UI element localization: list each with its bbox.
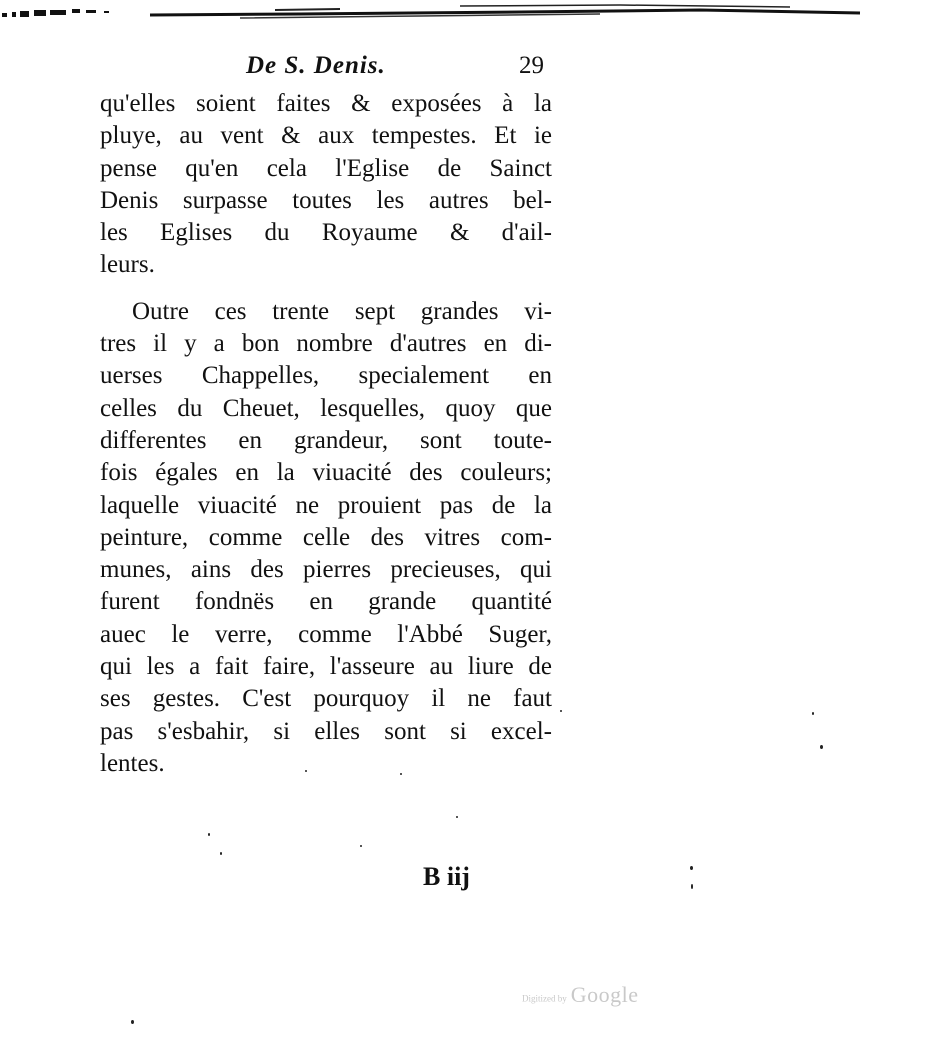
text-line: Denis surpasse toutes les autres bel- xyxy=(100,186,552,214)
watermark-brand: Google xyxy=(570,982,639,1007)
paragraph-1 xyxy=(100,88,552,282)
ink-speck xyxy=(400,773,402,775)
paragraph-2 xyxy=(100,296,552,780)
ink-speck xyxy=(690,866,693,870)
digitized-watermark xyxy=(522,982,639,1008)
text-line: les Eglises du Royaume & d'ail- xyxy=(100,219,552,247)
text-line: fois égales en la viuacité des couleurs; xyxy=(100,459,552,487)
text-line: differentes en grandeur, sont toute- xyxy=(100,426,552,454)
text-line: tres il y a bon nombre d'autres en di- xyxy=(100,330,552,358)
text-line: pas s'esbahir, si elles sont si excel- xyxy=(100,717,552,745)
watermark-prefix: Digitized by xyxy=(522,993,567,1004)
text-line: auec le verre, comme l'Abbé Suger, xyxy=(100,620,552,648)
text-line: uerses Chappelles, specialement en xyxy=(100,362,552,390)
text-line: peinture, comme celle des vitres com- xyxy=(100,523,552,551)
ink-speck xyxy=(208,833,210,836)
text-line: qu'elles soient faites & exposées à la xyxy=(100,90,552,117)
text-line: pense qu'en cela l'Eglise de Sainct xyxy=(100,154,552,182)
text-line: pluye, au vent & aux tempestes. Et ie xyxy=(100,122,552,150)
text-line: qui les a fait faire, l'asseure au liure de xyxy=(100,653,552,681)
ink-speck xyxy=(691,884,693,889)
page-number: 29 xyxy=(519,52,544,79)
ink-speck xyxy=(360,845,362,847)
ink-speck xyxy=(820,745,823,749)
ink-speck xyxy=(220,852,222,855)
running-title: De S. Denis. xyxy=(246,52,386,79)
text-line: leurs. xyxy=(100,251,155,279)
text-line: laquelle viuacité ne prouient pas de la xyxy=(100,491,552,519)
ink-speck xyxy=(456,816,458,818)
top-edge-ink-rule xyxy=(0,4,925,22)
ink-speck xyxy=(560,710,562,712)
body-text xyxy=(100,88,552,780)
ink-speck xyxy=(812,712,814,715)
ink-speck xyxy=(131,1020,134,1024)
signature-mark: B iij xyxy=(423,862,470,891)
text-line: Outre ces trente sept grandes vi- xyxy=(132,297,552,325)
ink-speck xyxy=(305,770,307,772)
text-line: celles du Cheuet, lesquelles, quoy que xyxy=(100,394,552,422)
text-line: lentes. xyxy=(100,749,165,777)
paragraph-gap xyxy=(100,282,552,296)
text-line: munes, ains des pierres precieuses, qui xyxy=(100,556,552,584)
text-line: furent fondnës en grande quantité xyxy=(100,588,552,616)
text-line: ses gestes. C'est pourquoy il ne faut xyxy=(100,685,552,713)
running-head xyxy=(246,52,546,86)
